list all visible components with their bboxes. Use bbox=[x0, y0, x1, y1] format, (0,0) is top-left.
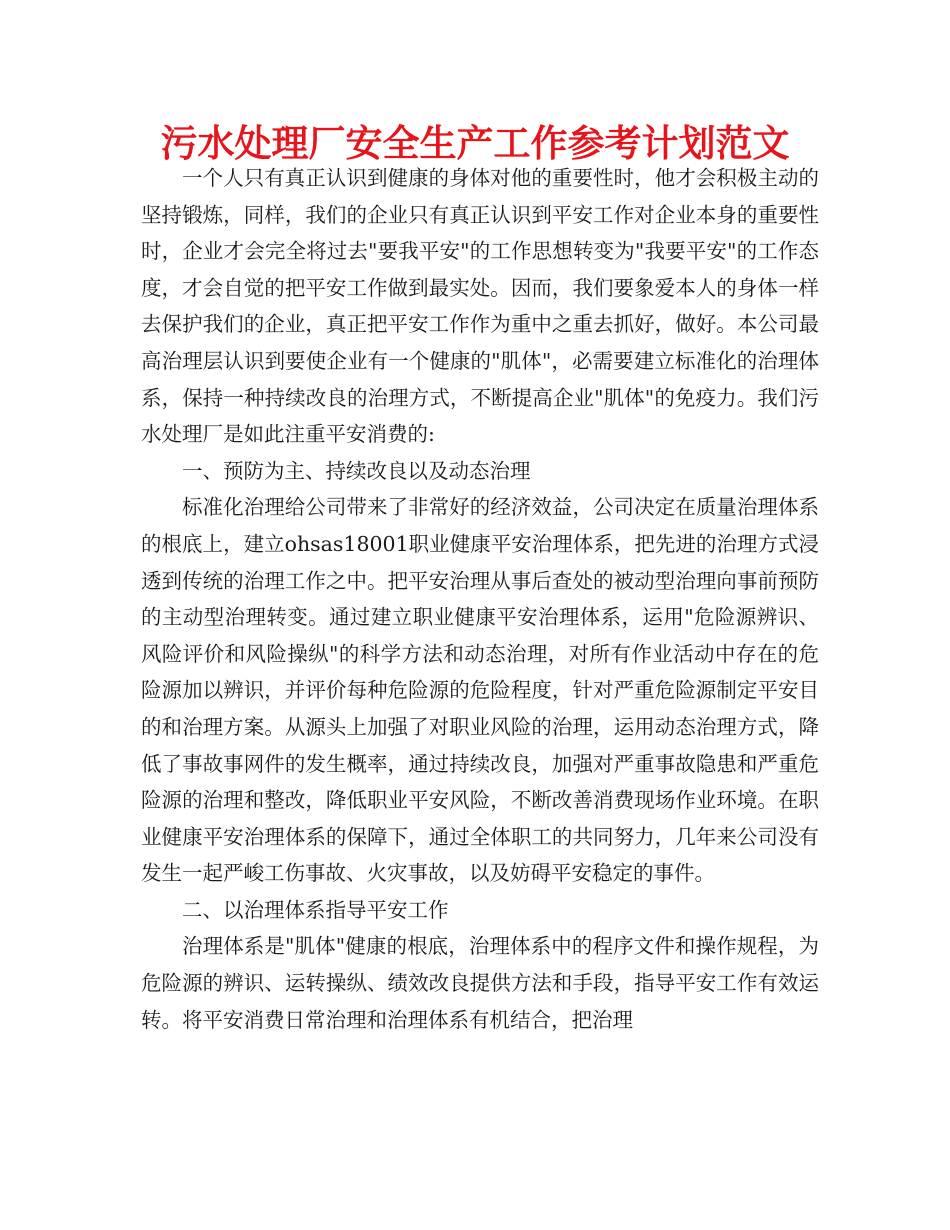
section-heading-2: 二、以治理体系指导平安工作 bbox=[182, 897, 449, 922]
paragraph-intro: 一个人只有真正认识到健康的身体对他的重要性时，他才会积极主动的坚持锻炼，同样，我们的企业只有真正认识到平安工作对企业本身的重要性时，企业才会完全将过去"要我平安"的工作思想转变为"我要平安"的工作态度，才会自觉的把平安工作做到最实处。因而，我们要象爱本人的身体一样去保护我们的企业，真正把平安工作作为重中之重去抓好，做好。本公司最高治理层认识到要使企业有一个健康的"肌体"，必需要建立标准化的治理体系，保持一种持续改良的治理方式，不断提高企业"肌体"的免疫力。我们污水处理厂是如此注重平安消费的: bbox=[141, 166, 819, 447]
paragraph-section-1: 标准化治理给公司带来了非常好的经济效益，公司决定在质量治理体系的根底上，建立ohsas18001职业健康平安治理体系，把先进的治理方式浸透到传统的治理工作之中。把平安治理从事后查处的被动型治理向事前预防的主动型治理转变。通过建立职业健康平安治理体系，运用"危险源辨识、风险评价和风险操纵"的科学方法和动态治理，对所有作业活动中存在的危险源加以辨识，并评价每种危险源的危险程度，针对严重危险源制定平安目的和治理方案。从源头上加强了对职业风险的治理，运用动态治理方式，降低了事故事网件的发生概率，通过持续改良，加强对严重事故隐患和严重危险源的治理和整改，降低职业平安风险，不断改善消费现场作业环境。在职业健康平安治理体系的保障下，通过全体职工的共同努力，几年来公司没有发生一起严峻工伤事故、火灾事故，以及妨碍平安稳定的事件。 bbox=[141, 495, 819, 886]
document-body bbox=[141, 160, 819, 1038]
paragraph-section-2: 治理体系是"肌体"健康的根底，治理体系中的程序文件和操作规程，为危险源的辨识、运转操纵、绩效改良提供方法和手段，指导平安工作有效运转。将平安消费日常治理和治理体系有机结合，把治理 bbox=[141, 934, 819, 1032]
section-heading-1: 一、预防为主、持续改良以及动态治理 bbox=[182, 458, 531, 483]
document-title: 污水处理厂安全生产工作参考计划范文 bbox=[160, 122, 790, 165]
